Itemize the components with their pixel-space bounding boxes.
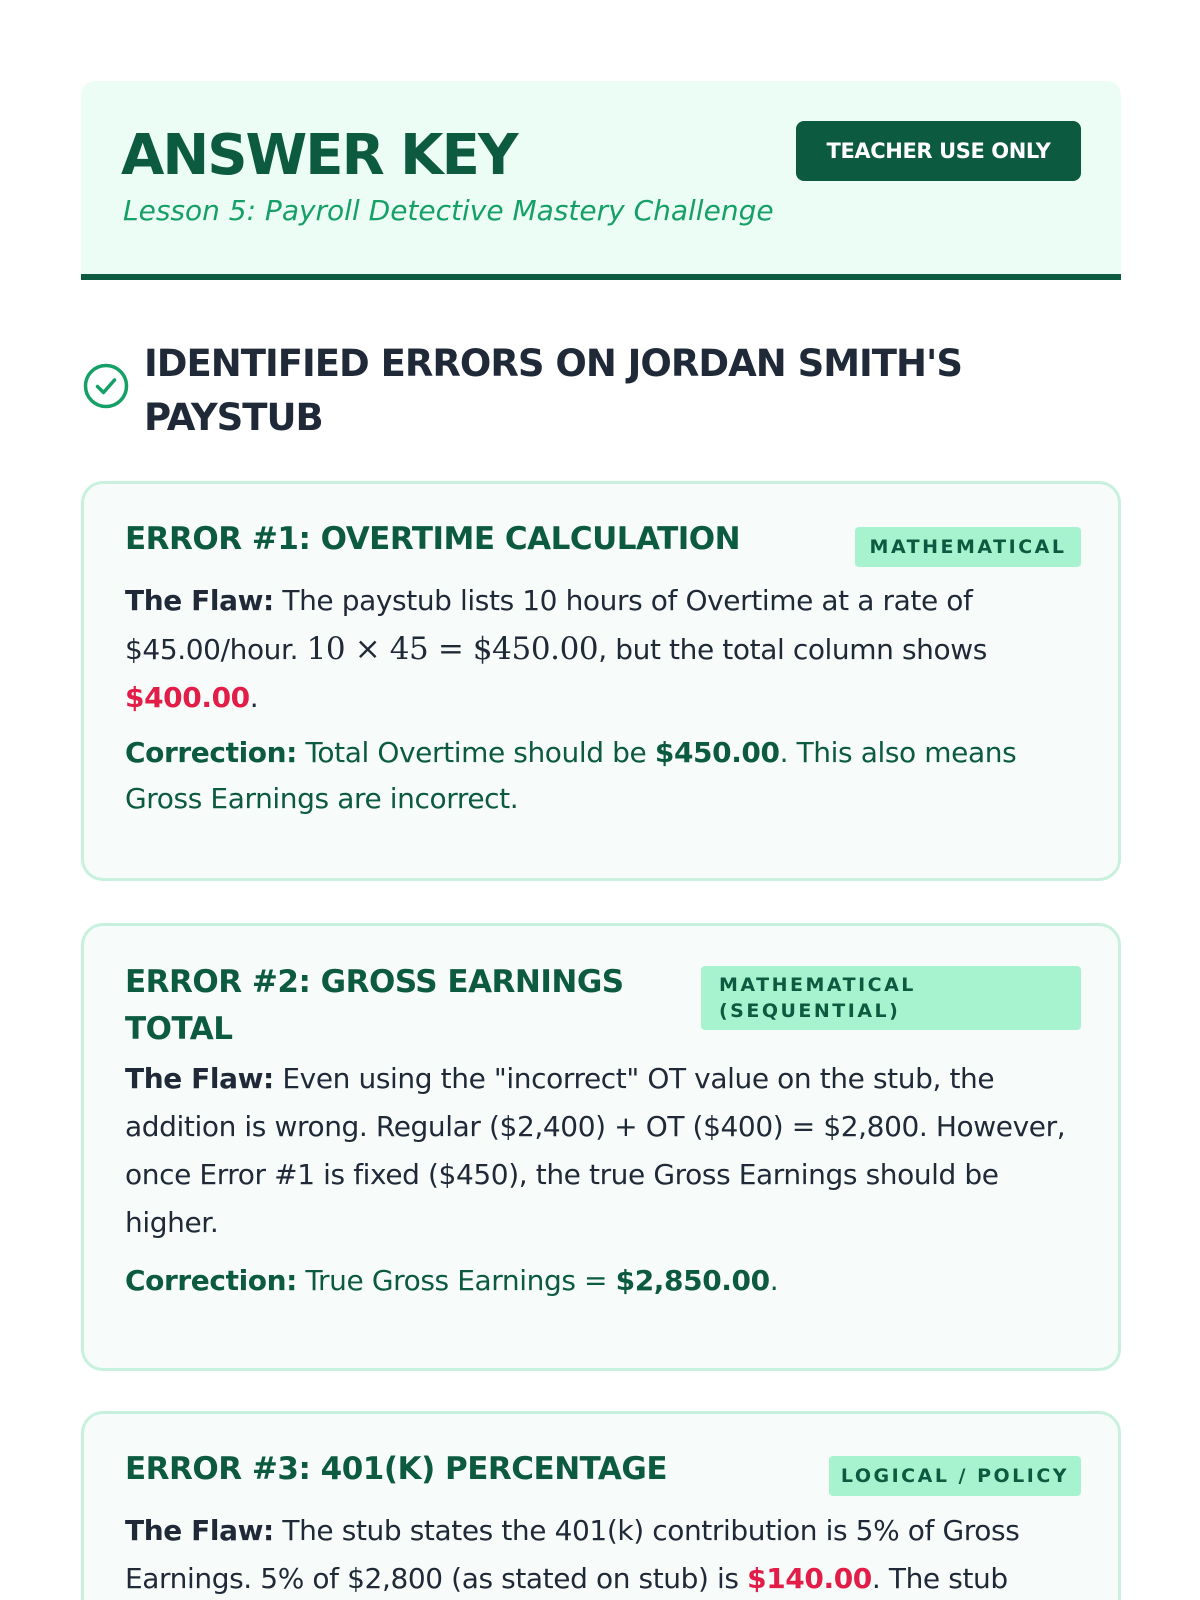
flaw-math: 10 × 45 = $450.00 — [306, 631, 599, 667]
error-card-1 — [81, 481, 1121, 881]
correction-label: Correction: — [125, 736, 297, 769]
error-card-2 — [81, 923, 1121, 1371]
flaw-label: The Flaw: — [125, 584, 274, 617]
error-title: ERROR #3: 401(K) PERCENTAGE — [125, 1451, 668, 1487]
tag-line: MATHEMATICAL — [719, 974, 916, 996]
error-type-tag: MATHEMATICAL — [855, 527, 1081, 567]
flaw-label: The Flaw: — [125, 1062, 274, 1095]
correction-label: Correction: — [125, 1264, 297, 1297]
flaw-label: The Flaw: — [125, 1514, 274, 1547]
correction-text: Total Overtime should be — [305, 736, 647, 769]
incorrect-value: $400.00 — [125, 681, 250, 714]
error-title: ERROR #1: OVERTIME CALCULATION — [125, 521, 741, 557]
flaw-paragraph — [125, 577, 1075, 722]
flaw-text: The paystub lists 10 hours of Overtime at a rate of $45.00/hour. — [125, 584, 973, 666]
section-heading — [81, 337, 1121, 447]
correction-end: . — [769, 1264, 779, 1297]
correction-text: True Gross Earnings = — [305, 1264, 608, 1297]
teacher-use-badge: TEACHER USE ONLY — [796, 121, 1081, 181]
section-title: IDENTIFIED ERRORS ON JORDAN SMITH'S PAYSTUB — [144, 342, 962, 439]
correction-text-continued: . This also means Gross Earnings are incorrect. — [125, 736, 1017, 815]
correct-value: $2,850.00 — [615, 1264, 770, 1297]
error-type-tag: LOGICAL / POLICY — [829, 1456, 1081, 1496]
flaw-text-continued: . The stub — [871, 1562, 1008, 1595]
flaw-paragraph — [125, 1055, 1075, 1247]
correction-paragraph — [125, 1258, 1075, 1304]
error-title: ERROR #2: GROSS EARNINGS TOTAL — [125, 964, 624, 1047]
correct-value: $450.00 — [654, 736, 780, 769]
tag-line: (SEQUENTIAL) — [719, 1000, 901, 1022]
lesson-subtitle: Lesson 5: Payroll Detective Mastery Challenge — [123, 194, 774, 227]
flaw-paragraph — [125, 1507, 1075, 1600]
header-card — [81, 81, 1121, 280]
correction-paragraph — [125, 730, 1075, 822]
page-title: ANSWER KEY — [121, 123, 517, 188]
incorrect-value: $140.00 — [747, 1562, 872, 1595]
error-card-3 — [81, 1411, 1121, 1600]
flaw-text: The stub states the 401(k) contribution is 5% of Gross Earnings. 5% of $2,800 (as stated on stub) is — [125, 1514, 1020, 1595]
flaw-text-continued: , but the total column shows — [598, 633, 987, 666]
error-type-tag — [701, 966, 1081, 1030]
check-circle-icon — [83, 363, 129, 409]
flaw-text: Even using the "incorrect" OT value on the stub, the addition is wrong. Regular ($2,400) + OT ($400) = $2,800. However, once Error #1 is fixed ($450), the true Gross Earnings should be higher. — [125, 1062, 1066, 1239]
flaw-end: . — [249, 681, 259, 714]
